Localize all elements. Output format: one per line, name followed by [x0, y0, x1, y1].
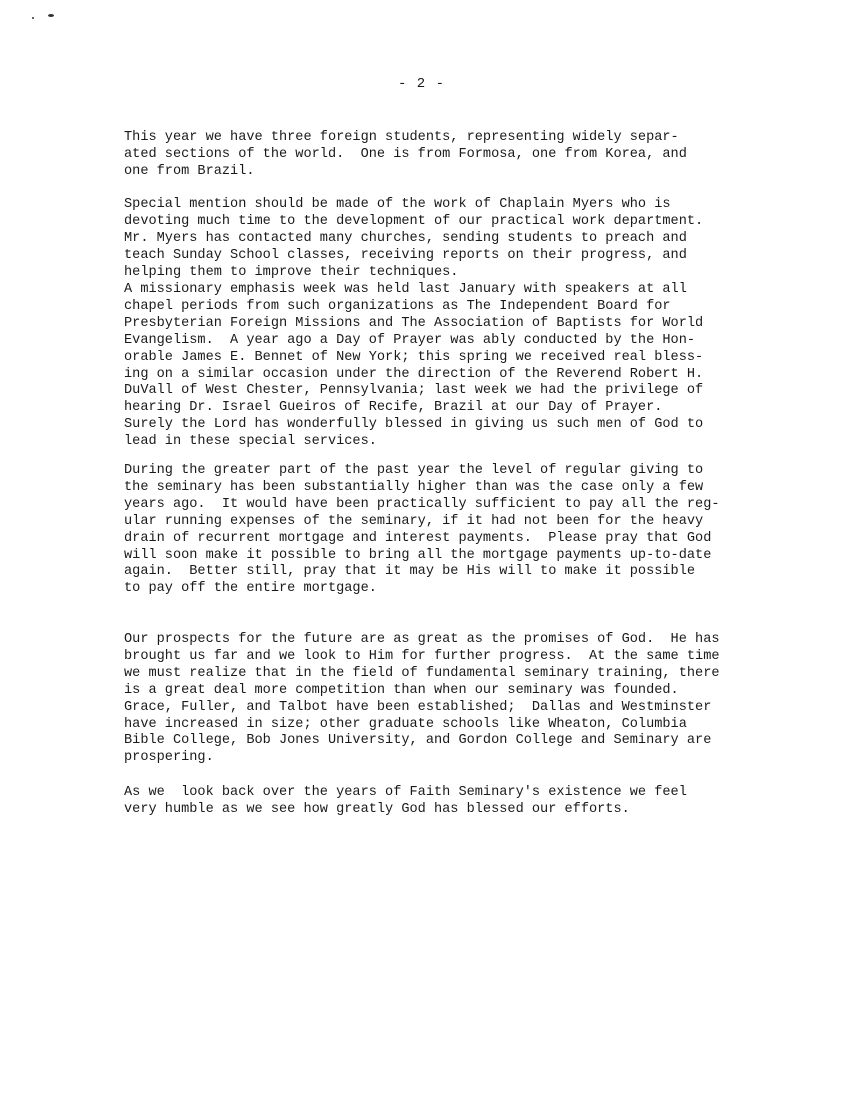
- text-line: brought us far and we look to Him for further progress. At the same time: [124, 648, 720, 664]
- text-line: lead in these special services.: [124, 434, 377, 450]
- text-line: we must realize that in the field of fundamental seminary training, there: [124, 665, 720, 681]
- text-line: As we look back over the years of Faith Seminary's existence we feel: [124, 785, 687, 800]
- text-line: Grace, Fuller, and Talbot have been established; Dallas and Westminster: [124, 699, 712, 715]
- text-line: one from Brazil.: [124, 163, 255, 179]
- paragraph: [124, 632, 720, 767]
- text-line: will soon make it possible to bring all the mortgage payments up-to-date: [124, 547, 712, 563]
- text-line: ing on a similar occasion under the direction of the Reverend Robert H.: [124, 366, 704, 382]
- text-line: very humble as we see how greatly God has blessed our efforts.: [124, 801, 630, 817]
- text-line: Our prospects for the future are as great as the promises of God. He has: [124, 632, 720, 647]
- text-line: have increased in size; other graduate schools like Wheaton, Columbia: [124, 716, 687, 732]
- paragraph: [124, 197, 703, 282]
- scan-speck: [48, 14, 54, 17]
- text-line: orable James E. Bennet of New York; this spring we received real bless-: [124, 349, 704, 365]
- text-line: years ago. It would have been practically sufficient to pay all the reg-: [124, 496, 720, 512]
- text-line: Evangelism. A year ago a Day of Prayer was ably conducted by the Hon-: [124, 332, 696, 348]
- text-line: ular running expenses of the seminary, if it had not been for the heavy: [124, 513, 704, 529]
- text-line: devoting much time to the development of our practical work department.: [124, 213, 704, 229]
- text-line: is a great deal more competition than when our seminary was founded.: [124, 682, 679, 698]
- paragraph: [124, 282, 703, 451]
- text-line: to pay off the entire mortgage.: [124, 581, 377, 597]
- text-line: teach Sunday School classes, receiving reports on their progress, and: [124, 247, 687, 263]
- text-line: Special mention should be made of the work of Chaplain Myers who is: [124, 197, 671, 212]
- text-line: Presbyterian Foreign Missions and The Association of Baptists for World: [124, 315, 704, 331]
- paragraph: [124, 130, 687, 181]
- text-line: again. Better still, pray that it may be His will to make it possible: [124, 564, 696, 580]
- text-line: This year we have three foreign students, representing widely separ-: [124, 130, 679, 145]
- text-line: chapel periods from such organizations as The Independent Board for: [124, 298, 671, 314]
- text-line: ated sections of the world. One is from Formosa, one from Korea, and: [124, 146, 687, 162]
- paragraph: [124, 785, 687, 819]
- text-line: A missionary emphasis week was held last January with speakers at all: [124, 282, 687, 297]
- text-line: hearing Dr. Israel Gueiros of Recife, Brazil at our Day of Prayer.: [124, 400, 663, 416]
- text-line: During the greater part of the past year the level of regular giving to: [124, 463, 704, 478]
- text-line: Bible College, Bob Jones University, and Gordon College and Seminary are: [124, 733, 712, 749]
- paragraph: [124, 463, 720, 598]
- text-line: Mr. Myers has contacted many churches, sending students to preach and: [124, 230, 687, 246]
- text-line: Surely the Lord has wonderfully blessed in giving us such men of God to: [124, 417, 704, 433]
- text-line: prospering.: [124, 750, 214, 766]
- scan-speck: [32, 17, 34, 19]
- text-line: drain of recurrent mortgage and interest payments. Please pray that God: [124, 530, 712, 546]
- text-line: DuVall of West Chester, Pennsylvania; last week we had the privilege of: [124, 383, 704, 399]
- text-line: helping them to improve their techniques.: [124, 264, 459, 280]
- page-number: - 2 -: [398, 76, 446, 92]
- text-line: the seminary has been substantially higher than was the case only a few: [124, 479, 704, 495]
